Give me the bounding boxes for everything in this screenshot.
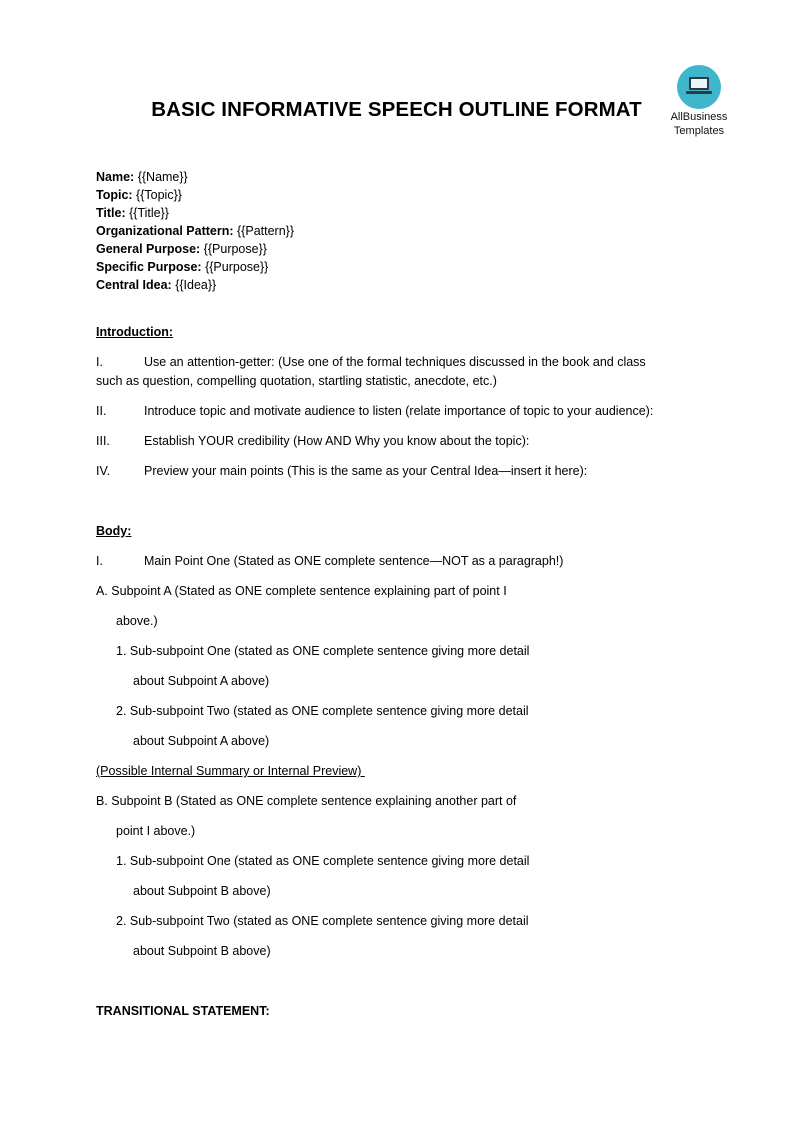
meta-row-name: Name: {{Name}} xyxy=(96,170,188,184)
sub-subpoint-b2-line1: 2. Sub-subpoint Two (stated as ONE complete sentence giving more detail xyxy=(116,914,529,928)
subpoint-a-line1: A. Subpoint A (Stated as ONE complete sentence explaining part of point I xyxy=(96,584,507,598)
logo-text-line1: AllBusiness xyxy=(670,111,728,123)
sub-subpoint-b1-line1: 1. Sub-subpoint One (stated as ONE complete sentence giving more detail xyxy=(116,854,530,868)
meta-row-title: Title: {{Title}} xyxy=(96,206,169,220)
introduction-heading: Introduction: xyxy=(96,325,174,339)
sub-subpoint-a1-line2: about Subpoint A above) xyxy=(133,674,270,688)
speech-metadata xyxy=(96,168,294,294)
main-point-text: Main Point One (Stated as ONE complete sentence—NOT as a paragraph!) xyxy=(144,554,564,568)
meta-row-specific-purpose: Specific Purpose: {{Purpose}} xyxy=(96,260,269,274)
transitional-statement-heading: TRANSITIONAL STATEMENT: xyxy=(96,1004,270,1018)
brand-logo xyxy=(664,65,734,137)
meta-row-pattern: Organizational Pattern: {{Pattern}} xyxy=(96,224,295,238)
intro-item-1-text: Use an attention-getter: (Use one of the formal techniques discussed in the book and class xyxy=(144,355,646,369)
intro-item-3-text: Establish YOUR credibility (How AND Why you know about the topic): xyxy=(144,434,530,448)
intro-item-1-continuation: such as question, compelling quotation, startling statistic, anecdote, etc.) xyxy=(96,374,497,388)
meta-row-central-idea: Central Idea: {{Idea}} xyxy=(96,278,217,292)
subpoint-a-line2: above.) xyxy=(116,614,158,628)
sub-subpoint-a1-line1: 1. Sub-subpoint One (stated as ONE complete sentence giving more detail xyxy=(116,644,530,658)
subpoint-b-line1: B. Subpoint B (Stated as ONE complete sentence explaining another part of xyxy=(96,794,517,808)
subpoint-b-line2: point I above.) xyxy=(116,824,196,838)
sub-subpoint-a2-line2: about Subpoint A above) xyxy=(133,734,270,748)
intro-item-2-number: II. xyxy=(96,404,107,418)
body-heading: Body: xyxy=(96,524,132,538)
meta-row-general-purpose: General Purpose: {{Purpose}} xyxy=(96,242,267,256)
intro-item-4-text: Preview your main points (This is the same as your Central Idea—insert it here): xyxy=(144,464,588,478)
intro-item-1-number: I. xyxy=(96,355,103,369)
main-point-number: I. xyxy=(96,554,103,568)
sub-subpoint-a2-line1: 2. Sub-subpoint Two (stated as ONE complete sentence giving more detail xyxy=(116,704,529,718)
intro-item-2-text: Introduce topic and motivate audience to listen (relate importance of topic to your audience): xyxy=(144,404,654,418)
sub-subpoint-b2-line2: about Subpoint B above) xyxy=(133,944,271,958)
intro-item-3-number: III. xyxy=(96,434,110,448)
meta-row-topic: Topic: {{Topic}} xyxy=(96,188,182,202)
page-title: BASIC INFORMATIVE SPEECH OUTLINE FORMAT xyxy=(151,98,642,121)
laptop-icon xyxy=(677,65,721,109)
intro-item-4-number: IV. xyxy=(96,464,111,478)
sub-subpoint-b1-line2: about Subpoint B above) xyxy=(133,884,271,898)
logo-text-line2: Templates xyxy=(673,125,725,137)
internal-summary-note: (Possible Internal Summary or Internal Preview) xyxy=(96,764,365,778)
